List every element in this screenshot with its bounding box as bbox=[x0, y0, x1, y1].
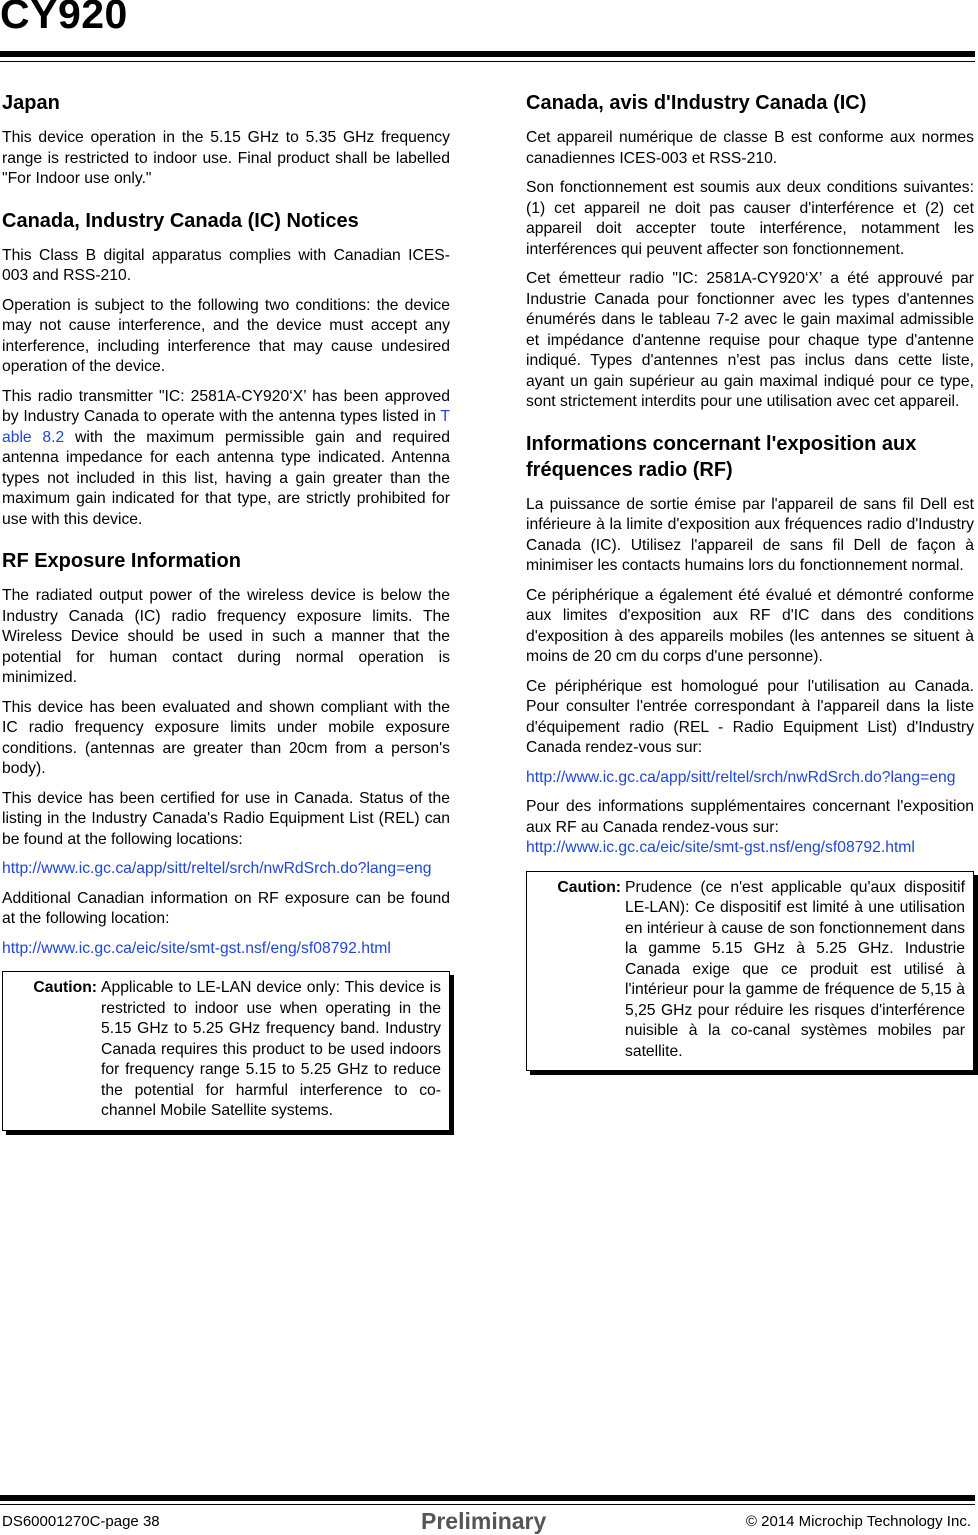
caution-text-fr: Prudence (ce n'est applicable qu'aux dispositif LE-LAN): Ce dispositif est limité à une utilisation en intérieur à cause de son fonctionnement dans la gamme 5.15 GHz à 5.25 GHz. Industrie Canada exige que ce produit est utilisé à l'intérieur pour la gamme de fréquence de 5,15 à 5,25 GHz pour réduire les risques d'interférence nuisible à la co-canal systèmes mobiles par satellite. bbox=[625, 878, 965, 1060]
canada-paragraph-3 bbox=[2, 387, 450, 531]
info-rf-heading: Informations concernant l'exposition aux fréquences radio (RF) bbox=[526, 432, 917, 481]
info-paragraph-3: Ce périphérique est homologué pour l'utilisation au Canada. Pour consulter l'entrée correspondant à l'appareil dans la liste d'équipement radio (REL - Radio Equipment List) d'Industry Canada rendez-vous sur: bbox=[526, 677, 974, 756]
japan-heading: Japan bbox=[2, 92, 60, 114]
avis-paragraph-2: Son fonctionnement est soumis aux deux conditions suivantes: (1) cet appareil ne doit pas causer d'interférence et (2) cet appareil doit accepter toute interférence, notamment les interférences qui peuvent affecter son fonctionnement. bbox=[526, 179, 974, 258]
canada-p3-text-a: This radio transmitter "IC: 2581A-CY920‘X’ has been approved by Industry Canada to operate with the antenna types listed in bbox=[2, 387, 450, 425]
rf-paragraph-2: This device has been evaluated and shown compliant with the IC radio frequency exposure limits under mobile exposure conditions. (antennas are greater than 20cm from a person's body). bbox=[2, 698, 450, 777]
header-rule-thin bbox=[0, 61, 975, 62]
rf-paragraph-3: This device has been certified for use in Canada. Status of the listing in the Industry Canada's Radio Equipment List (REL) can be found at the following locations: bbox=[2, 789, 450, 848]
footer-rule-thin bbox=[0, 1504, 975, 1505]
info-paragraph-2: Ce périphérique a également été évalué et démontré conforme aux limites d'exposition aux RF d'IC dans des conditions d'exposition à des appareils mobiles (les antennes se situent à moins de 20 cm du corps d'une personne). bbox=[526, 586, 974, 665]
avis-heading: Canada, avis d'Industry Canada (IC) bbox=[526, 92, 867, 114]
caution-box bbox=[2, 971, 450, 1131]
copyright-notice: © 2014 Microchip Technology Inc. bbox=[745, 1513, 971, 1530]
japan-paragraph: This device operation in the 5.15 GHz to 5.35 GHz frequency range is restricted to indoor use. Final product shall be labelled "For Indoor use only." bbox=[2, 129, 450, 187]
preliminary-label: Preliminary bbox=[421, 1508, 547, 1534]
header-rule bbox=[0, 51, 975, 57]
rf-info-link-fr[interactable]: http://www.ic.gc.ca/eic/site/smt-gst.nsf/eng/sf08792.html bbox=[526, 839, 915, 856]
caution-box-fr bbox=[526, 871, 974, 1072]
caution-label: Caution: bbox=[33, 979, 97, 996]
right-column bbox=[526, 90, 974, 1071]
info-paragraph-4: Pour des informations supplémentaires concernant l'exposition aux RF au Canada rendez-vous sur: bbox=[526, 798, 974, 836]
rf-paragraph-1: The radiated output power of the wireless device is below the Industry Canada (IC) radio frequency exposure limits. The Wireless Device should be used in such a manner that the potential for human contact during normal operation is minimized. bbox=[2, 587, 450, 686]
left-column bbox=[2, 90, 450, 1131]
canada-paragraph-1: This Class B digital apparatus complies with Canadian ICES-003 and RSS-210. bbox=[2, 246, 450, 284]
rf-info-link[interactable]: http://www.ic.gc.ca/eic/site/smt-gst.nsf/eng/sf08792.html bbox=[2, 939, 391, 957]
page-title: CY920 bbox=[0, 0, 128, 37]
caution-text: Applicable to LE-LAN device only: This device is restricted to indoor use when operating in the 5.15 GHz to 5.25 GHz frequency band. Industry Canada requires this product to be used indoors for frequency range 5.15 to 5.25 GHz to reduce the potential for harmful interference to co-channel Mobile Satellite systems. bbox=[101, 979, 441, 1119]
info-paragraph-1: La puissance de sortie émise par l'appareil de sans fil Dell est inférieure à la limite d'exposition aux fréquences radio d'Industry Canada (IC). Utilisez l'appareil de sans fil Dell de façon à minimiser les contacts humains lors du fonctionnement normal. bbox=[526, 495, 974, 574]
rf-paragraph-4: Additional Canadian information on RF exposure can be found at the following location: bbox=[2, 889, 450, 927]
table-8-2-link[interactable]: Table 8.2 bbox=[2, 408, 450, 446]
avis-paragraph-3: Cet émetteur radio "IC: 2581A-CY920‘X’ a été approuvé par Industrie Canada pour fonctionner avec les types d'antennes énumérés dans le tableau 7-2 avec le gain maximal admissible et impédance d'antenne requise pour chaque type d'antenne indiqué. Types d'antennes n'est pas inclus dans cette liste, ayant un gain supérieur au gain maximal indiqué pour ce type, sont strictement interdits pour une utilisation avec cet appareil. bbox=[526, 270, 974, 410]
caution-label-fr: Caution: bbox=[557, 878, 621, 896]
doc-page-id: DS60001270C-page 38 bbox=[2, 1513, 160, 1530]
canada-p3-text-b: with the maximum permissible gain and required antenna impedance for each antenna type indicated. Antenna types not included in this list, having a gain greater than the maximum gain indicated for that type, are strictly prohibited for use with this device. bbox=[2, 428, 450, 528]
footer-rule bbox=[0, 1495, 975, 1501]
avis-paragraph-1: Cet appareil numérique de classe B est conforme aux normes canadiennes ICES-003 et RSS-210. bbox=[526, 129, 974, 167]
rel-list-link-fr[interactable]: http://www.ic.gc.ca/app/sitt/reltel/srch/nwRdSrch.do?lang=eng bbox=[526, 768, 956, 786]
page-footer bbox=[0, 1508, 975, 1532]
canada-ic-heading: Canada, Industry Canada (IC) Notices bbox=[2, 209, 359, 232]
rel-list-link[interactable]: http://www.ic.gc.ca/app/sitt/reltel/srch/nwRdSrch.do?lang=eng bbox=[2, 860, 432, 877]
canada-paragraph-2: Operation is subject to the following two conditions: the device may not cause interference, and the device must accept any interference, including interference that may cause undesired operation of the device. bbox=[2, 296, 450, 375]
rf-exposure-heading: RF Exposure Information bbox=[2, 550, 241, 572]
